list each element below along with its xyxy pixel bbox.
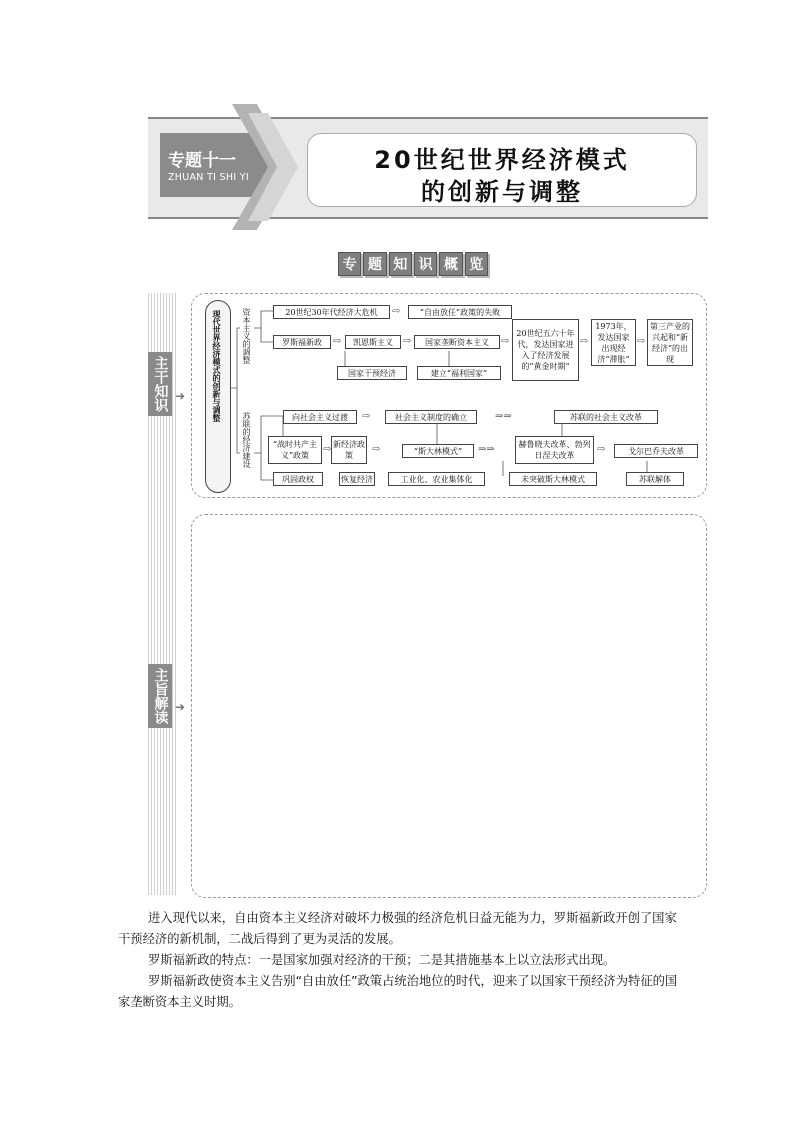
arrow-icon: ⇨ xyxy=(392,306,401,317)
node-golden-age: 20世纪五六十年代，发达国家进入了经济发展的“黄金时期” xyxy=(512,319,579,381)
arrow-icon: ⇨ xyxy=(362,411,371,422)
soviet-branch-label: 苏联的经济建设 xyxy=(242,412,251,468)
paragraph-3: 罗斯福新政使资本主义告别“自由放任”政策占统治地位的时代，迎来了以国家干预经济为特征的国家垄断资本主义时期。 xyxy=(118,974,678,1009)
arrow-icon: ⇨ xyxy=(501,336,510,347)
root-label: 现代世界经济模式的创新与调整 xyxy=(212,310,222,422)
node-nep: 新经济政策 xyxy=(331,436,367,464)
node-intervention: 国家干预经济 xyxy=(337,366,407,380)
node-war-communism: “战时共产主义”政策 xyxy=(268,436,322,464)
node-new-deal: 罗斯福新政 xyxy=(273,335,331,349)
side-label-main-theme: 主旨解读 xyxy=(148,664,172,728)
node-establish: 社会主义制度的确立 xyxy=(385,410,477,424)
node-industrialization: 工业化、农业集体化 xyxy=(388,472,485,486)
node-consolidate: 巩固政权 xyxy=(273,472,323,486)
arrow-icon: ⇨ xyxy=(597,444,606,455)
node-recover: 恢复经济 xyxy=(339,472,375,486)
theme-panel xyxy=(191,514,707,898)
node-reform: 苏联的社会主义改革 xyxy=(554,410,658,424)
topic-number: 专题十一 xyxy=(168,151,236,171)
node-stalin-model: “斯大林模式” xyxy=(402,444,474,458)
overview-char: 识 xyxy=(414,252,437,276)
arrow-right-icon: ➜ xyxy=(175,389,186,403)
arrow-icon: ⇒⇒ xyxy=(495,411,512,422)
overview-char: 专 xyxy=(338,252,361,276)
node-tertiary: 第三产业的兴起和“新经济”的出现 xyxy=(647,319,693,366)
overview-char: 知 xyxy=(389,252,412,276)
node-keynes: 凯恩斯主义 xyxy=(345,335,401,349)
node-stagflation: 1973年，发达国家出现经济“滞胀” xyxy=(591,319,636,366)
node-khrushchev: 赫鲁晓夫改革、勃列日涅夫改革 xyxy=(515,436,594,464)
arrow-icon: ⇨ xyxy=(580,336,589,347)
overview-char: 览 xyxy=(465,252,488,276)
overview-char: 题 xyxy=(363,252,386,276)
arrow-icon: ⇒⇒ xyxy=(478,444,495,455)
node-crisis: 20世纪30年代经济大危机 xyxy=(273,305,390,319)
arrow-icon: ⇨ xyxy=(372,444,381,455)
node-welfare: 建立“福利国家” xyxy=(417,366,501,380)
arrow-icon: ⇨ xyxy=(403,336,412,347)
side-label-main-knowledge: 主干知识 xyxy=(148,352,172,416)
node-not-broken: 未突破斯大林模式 xyxy=(509,472,597,486)
arrow-icon: ⇨ xyxy=(637,336,646,347)
node-gorbachev: 戈尔巴乔夫改革 xyxy=(614,444,698,458)
section-heading-overview xyxy=(338,252,488,276)
node-monopoly: 国家垄断资本主义 xyxy=(414,335,500,349)
topic-pinyin: ZHUAN TI SHI YI xyxy=(168,172,249,183)
page-title-line1: 20世纪世界经济模式 xyxy=(374,146,630,174)
arrow-icon: ⇨ xyxy=(323,444,332,455)
arrow-icon: ⇨ xyxy=(333,336,342,347)
page-title-line2: 的创新与调整 xyxy=(421,178,583,206)
overview-char: 概 xyxy=(439,252,462,276)
node-dissolve: 苏联解体 xyxy=(626,472,684,486)
paragraph-1: 进入现代以来，自由资本主义经济对破坏力极强的经济危机日益无能为力，罗斯福新政开创了国家干预经济的新机制，二战后得到了更为灵活的发展。 xyxy=(118,911,677,946)
capitalism-branch-label: 资本主义的调整 xyxy=(242,308,251,364)
node-laissez-fail: “自由放任”政策的失败 xyxy=(408,305,512,319)
paragraph-2: 罗斯福新政的特点：一是国家加强对经济的干预；二是其措施基本上以立法形式出现。 xyxy=(148,953,616,967)
arrow-right-icon: ➜ xyxy=(175,700,186,714)
node-transition: 向社会主义过渡 xyxy=(283,410,357,424)
